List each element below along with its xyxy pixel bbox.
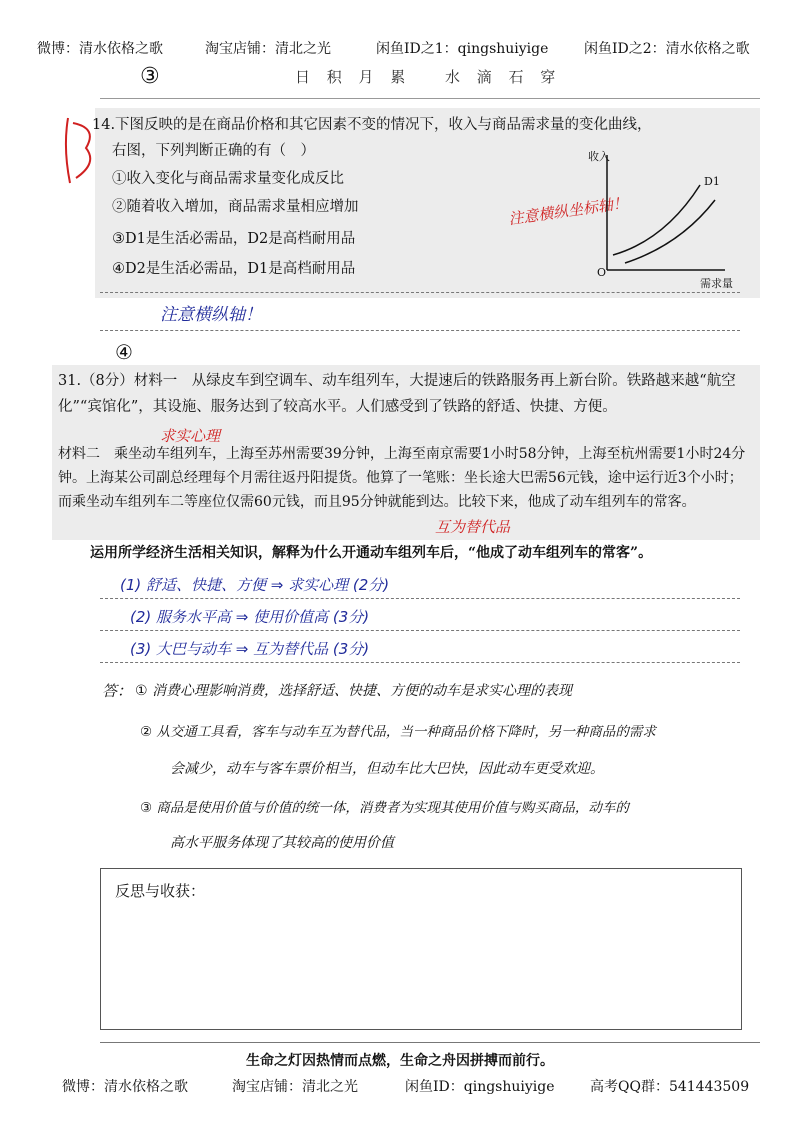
header-xianyu-1: 闲鱼ID之1：qingshuiyige: [376, 41, 549, 57]
q14-rule-2: [100, 330, 740, 331]
header-taobao: 淘宝店铺：清北之光: [205, 41, 331, 57]
q31-material-1: 31.（8分）材料一 从绿皮车到空调车、动车组列车，大提速后的铁路服务再上新台阶。铁路越来越“航空化”“宾馆化”，其设施、服务达到了较高水平。人们感受到了铁路的舒适、快捷、方便。: [58, 373, 736, 415]
q31-point-3: (3) 大巴与动车 ⇒ 互为替代品 (3分): [130, 640, 370, 658]
header-rule: [100, 98, 760, 99]
footer-xianyu: 闲鱼ID：qingshuiyige: [405, 1079, 555, 1095]
footer-slogan: 生命之灯因热情而点燃，生命之舟因拼搏而前行。: [246, 1053, 554, 1069]
q31-material-2: 材料二 乘坐动车组列车，上海至苏州需要39分钟，上海至南京需要1小时58分钟，上海至杭州需要1小时24分钟。上海某公司副总经理每个月需往返丹阳提货。他算了一笔账：坐长途大巴需56元钱，途中运行近3个小时；而乘坐动车组列车二等座位仅需60元钱，而且95分钟就能到达。比较下来，他成了动车组列车的常客。: [58, 446, 746, 510]
q14-option-3: ③D1是生活必需品，D2是高档耐用品: [112, 231, 356, 247]
q31-note-seek: 求实心理: [160, 427, 221, 445]
graph-x-label: 需求量: [700, 277, 733, 290]
q14-mark: ③: [140, 64, 160, 89]
q14-note-red: 注意横纵坐标轴！: [507, 193, 629, 229]
q14-option-1: ①收入变化与商品需求量变化成反比: [112, 171, 344, 187]
q14-option-4: ④D2是生活必需品，D1是高档耐用品: [112, 261, 356, 277]
footer-taobao: 淘宝店铺：清北之光: [232, 1079, 358, 1095]
q31-mark: ④: [115, 340, 133, 364]
graph-d1: D1: [704, 175, 720, 188]
motto-right: 水 滴 石 穿: [445, 68, 562, 86]
header-xianyu-2: 闲鱼ID之2：清水依格之歌: [584, 41, 750, 57]
header-weibo: 微博：清水依格之歌: [37, 41, 163, 57]
q31-rule-2: [100, 630, 740, 631]
q14-option-2: ②随着收入增加，商品需求量相应增加: [112, 199, 359, 215]
q14-stem-2: 右图，下列判断正确的有（ ）: [112, 143, 315, 159]
answer-1: ① 消费心理影响消费，选择舒适、快捷、方便的动车是求实心理的表现: [135, 683, 572, 699]
q31-prompt: 运用所学经济生活相关知识，解释为什么开通动车组列车后，“他成了动车组列车的常客”。: [90, 545, 653, 561]
q14-graph: [585, 145, 735, 285]
graph-y-label: 收入: [588, 150, 610, 163]
footer-rule: [100, 1042, 760, 1043]
answer-2a: ② 从交通工具看，客车与动车互为替代品，当一种商品价格下降时，另一种商品的需求: [140, 724, 656, 740]
footer-weibo: 微博：清水依格之歌: [62, 1079, 188, 1095]
answer-3b: 高水平服务体现了其较高的使用价值: [170, 835, 394, 851]
q31-point-1: (1) 舒适、快捷、方便 ⇒ 求实心理 (2分): [120, 576, 390, 594]
q31-rule-3: [100, 662, 740, 663]
answer-2b: 会减少，动车与客车票价相当，但动车比大巴快，因此动车更受欢迎。: [170, 761, 604, 777]
q31-point-2: (2) 服务水平高 ⇒ 使用价值高 (3分): [130, 608, 370, 626]
q31-rule-1: [100, 598, 740, 599]
answer-3a: ③ 商品是使用价值与价值的统一体，消费者为实现其使用价值与购买商品，动车的: [140, 800, 629, 816]
footer-qq: 高考QQ群：541443509: [590, 1079, 750, 1095]
motto-left: 日 积 月 累: [295, 68, 412, 86]
answer-label: 答：: [102, 682, 133, 700]
q31-note-sub: 互为替代品: [435, 518, 511, 536]
graph-origin: O: [597, 266, 607, 279]
q14-stem: 14.下图反映的是在商品价格和其它因素不变的情况下，收入与商品需求量的变化曲线，: [92, 117, 652, 133]
reflection-label: 反思与收获：: [115, 882, 206, 900]
q14-rule-1: [100, 292, 740, 293]
q14-note-blue: 注意横纵轴！: [160, 305, 262, 325]
